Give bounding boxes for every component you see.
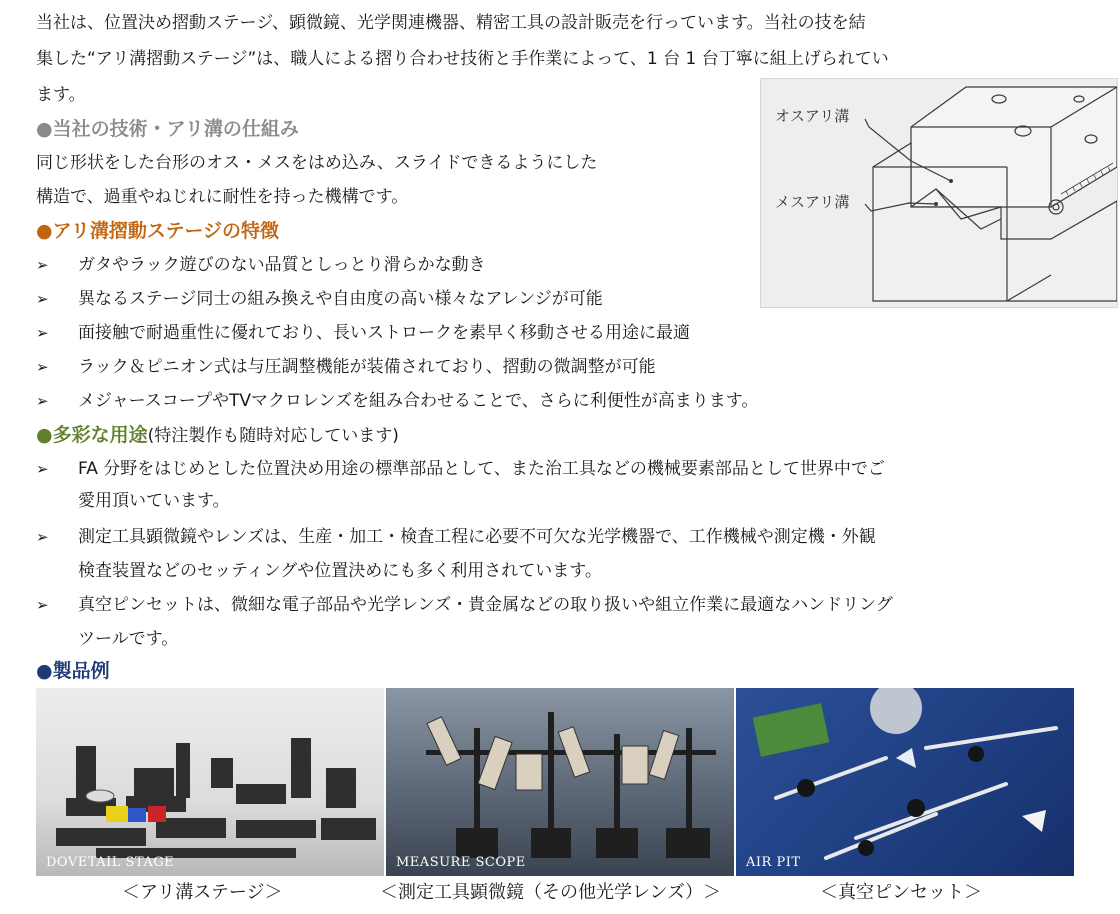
intro-line-3: ます。 xyxy=(36,85,86,105)
air-pit-caption: ＜真空ピンセット＞ xyxy=(820,882,982,903)
use-item-2-line-2: 検査装置などのセッティングや位置決めにも多く利用されています。 xyxy=(78,561,602,581)
feature-item-5: メジャースコープやTVマクロレンズを組み合わせることで、さらに利便性が高まります。 xyxy=(78,391,759,411)
air-pit-photo-label: AIR PIT xyxy=(746,855,801,870)
use-item-1-line-2: 愛用頂いています。 xyxy=(78,491,230,511)
male-dovetail-label: オスアリ溝 xyxy=(775,107,850,125)
air-pit-illustration xyxy=(736,688,1074,876)
feature-item-3: 面接触で耐過重性に優れており、長いストロークを素早く移動させる用途に最適 xyxy=(78,323,690,343)
dovetail-stage-photo-label: DOVETAIL STAGE xyxy=(46,855,175,870)
measure-scope-photo xyxy=(386,688,734,876)
use-item-1-line-1: FA 分野をはじめとした位置決め用途の標準部品として、また治工具などの機械要素部品として世界中でご xyxy=(78,459,885,479)
air-pit-photo xyxy=(736,688,1074,876)
tech-line-1: 同じ形状をした台形のオス・メスをはめ込み、スライドできるようにした xyxy=(36,153,598,173)
use-item-3-line-1: 真空ピンセットは、微細な電子部品や光学レンズ・貴金属などの取り扱いや組立作業に最適なハンドリング xyxy=(78,595,893,615)
feature-bullet-icon: ➢ xyxy=(36,290,49,308)
feature-item-2: 異なるステージ同士の組み換えや自由度の高い様々なアレンジが可能 xyxy=(78,289,603,309)
measure-scope-photo-label: MEASURE SCOPE xyxy=(396,855,526,870)
feature-item-1: ガタやラック遊びのない品質としっとり滑らかな動き xyxy=(78,255,486,275)
features-heading: ●アリ溝摺動ステージの特徴 xyxy=(36,220,280,242)
products-heading: ●製品例 xyxy=(36,660,110,682)
feature-bullet-icon: ➢ xyxy=(36,256,49,274)
uses-heading: ●多彩な用途 xyxy=(36,424,148,446)
feature-bullet-icon: ➢ xyxy=(36,324,49,342)
dovetail-stage-photo xyxy=(36,688,384,876)
use-bullet-icon: ➢ xyxy=(36,528,49,546)
uses-heading-row xyxy=(36,420,399,451)
dovetail-diagram xyxy=(760,78,1118,308)
tech-line-2: 構造で、過重やねじれに耐性を持った機構です。 xyxy=(36,187,409,207)
use-bullet-icon: ➢ xyxy=(36,596,49,614)
use-bullet-icon: ➢ xyxy=(36,460,49,478)
measure-scope-illustration xyxy=(386,688,734,876)
female-dovetail-label: メスアリ溝 xyxy=(775,193,850,211)
tech-heading: ●当社の技術・アリ溝の仕組み xyxy=(36,118,299,140)
use-item-2-line-1: 測定工具顕微鏡やレンズは、生産・加工・検査工程に必要不可欠な光学機器で、工作機械や測定機・外観 xyxy=(78,527,876,547)
dovetail-stage-illustration xyxy=(36,688,384,876)
measure-scope-caption: ＜測定工具顕微鏡（その他光学レンズ）＞ xyxy=(380,882,722,903)
intro-line-1: 当社は、位置決め摺動ステージ、顕微鏡、光学関連機器、精密工具の設計販売を行っています。当社の技を結 xyxy=(36,13,866,33)
feature-item-4: ラック＆ピニオン式は与圧調整機能が装備されており、摺動の微調整が可能 xyxy=(78,357,656,377)
dovetail-stage-caption: ＜アリ溝ステージ＞ xyxy=(122,882,283,903)
feature-bullet-icon: ➢ xyxy=(36,392,49,410)
use-item-3-line-2: ツールです。 xyxy=(78,629,179,649)
feature-bullet-icon: ➢ xyxy=(36,358,49,376)
uses-subheading: (特注製作も随時対応しています) xyxy=(147,426,399,446)
intro-line-2: 集した“アリ溝摺動ステージ”は、職人による摺り合わせ技術と手作業によって、1 台 1 台丁寧に組上げられてい xyxy=(36,49,889,69)
